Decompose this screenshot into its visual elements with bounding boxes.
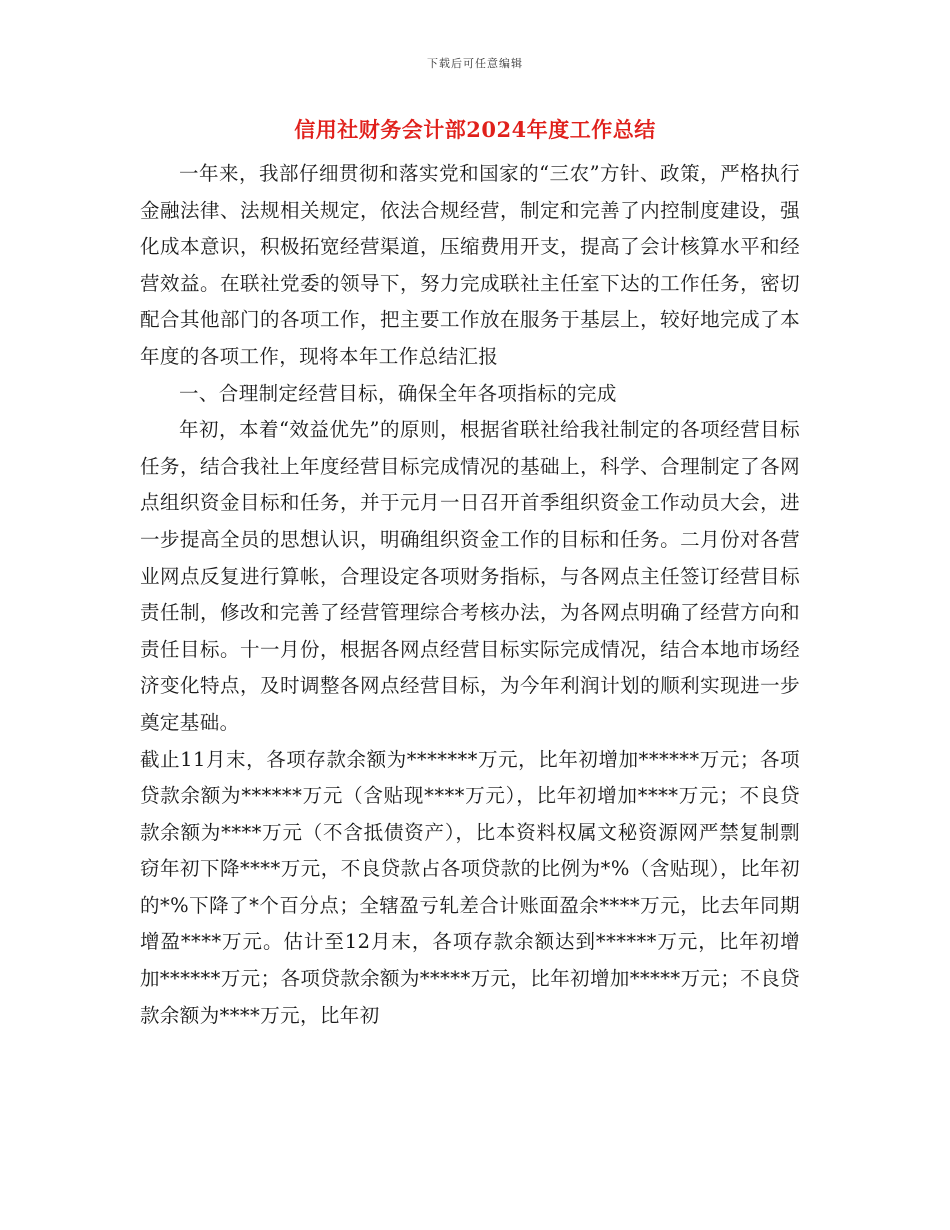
paragraph-targets: 年初，本着“效益优先”的原则，根据省联社给我社制定的各项经营目标任务，结合我社上年度经营目标完成情况的基础上，科学、合理制定了各网点组织资金目标和任务，并于元月一日召开首季组织资金工作动员大会，进一步提高全员的思想认识，明确组织资金工作的目标和任务。二月份对各营业网点反复进行算帐，合理设定各项财务指标，与各网点主任签订经营目标责任制，修改和完善了经营管理综合考核办法，为各网点明确了经营方向和责任目标。十一月份，根据各网点经营目标实际完成情况，结合本地市场经济变化特点，及时调整各网点经营目标，为今年利润计划的顺利实现进一步奠定基础。 (140, 418, 800, 734)
section-heading-1: 一、合理制定经营目标，确保全年各项指标的完成 (179, 381, 617, 405)
paragraph-figures: 截止11月末，各项存款余额为*******万元，比年初增加******万元；各项贷款余额为******万元（含贴现****万元），比年初增加****万元；不良贷款余额为****万元（不含抵债资产），比本资料权属文秘资源网严禁复制剽窃年初下降****万元，不良贷款占各项贷款的比例为*%（含贴现），比年初的*%下降了*个百分点；全辖盈亏轧差合计账面盈余****万元，比去年同期增盈****万元。估计至12月末，各项存款余额达到******万元，比年初增加******万元；各项贷款余额为*****万元，比年初增加*****万元；不良贷款余额为****万元，比年初 (140, 747, 800, 1027)
document-body (140, 156, 800, 1034)
header-note: 下载后可任意编辑 (427, 57, 523, 70)
paragraph-intro: 一年来，我部仔细贯彻和落实党和国家的“三农”方针、政策，严格执行金融法律、法规相关规定，依法合规经营，制定和完善了内控制度建设，强化成本意识，积极拓宽经营渠道，压缩费用开支，提高了会计核算水平和经营效益。在联社党委的领导下，努力完成联社主任室下达的工作任务，密切配合其他部门的各项工作，把主要工作放在服务于基层上，较好地完成了本年度的各项工作，现将本年工作总结汇报 (140, 162, 800, 368)
document-title: 信用社财务会计部2024年度工作总结 (294, 117, 656, 142)
